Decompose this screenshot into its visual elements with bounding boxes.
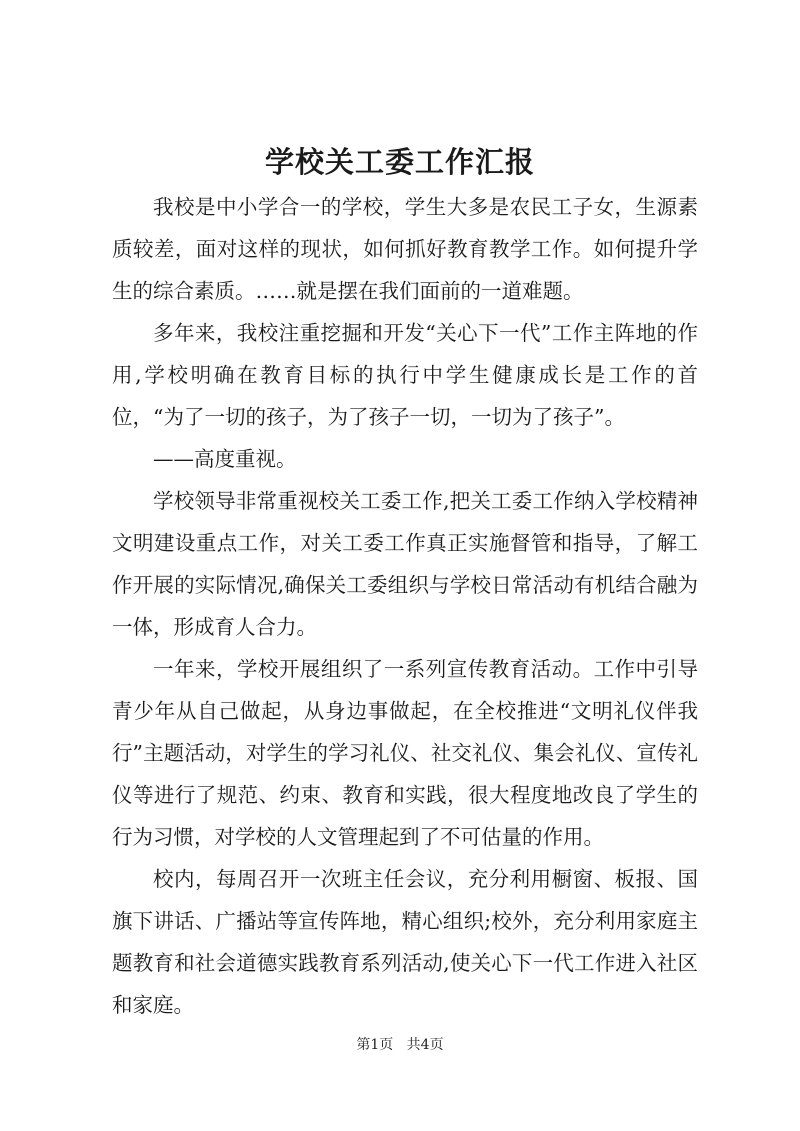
document-body bbox=[112, 186, 698, 1026]
document-title: 学校关工委工作汇报 bbox=[264, 145, 535, 179]
paragraph: 校内，每周召开一次班主任会议，充分利用橱窗、板报、国旗下讲话、广播站等宣传阵地，精心组织;校外，充分利用家庭主题教育和社会道德实践教育系列活动,使关心下一代工作进入社区和家庭。 bbox=[112, 867, 698, 1017]
paragraph: 学校领导非常重视校关工委工作,把关工委工作纳入学校精神文明建设重点工作，对关工委工作真正实施督管和指导，了解工作开展的实际情况,确保关工委组织与学校日常活动有机结合融为一体，形成育人合力。 bbox=[112, 489, 698, 639]
paragraph: 一年来，学校开展组织了一系列宣传教育活动。工作中引导青少年从自己做起，从身边事做起，在全校推进“文明礼仪伴我行”主题活动，对学生的学习礼仪、社交礼仪、集会礼仪、宣传礼仪等进行了规范、约束、教育和实践，很大程度地改良了学生的行为习惯，对学校的人文管理起到了不可估量的作用。 bbox=[112, 657, 698, 849]
page-number: 第1页 bbox=[356, 1037, 394, 1053]
section-heading: ——高度重视。 bbox=[153, 447, 297, 471]
page-footer bbox=[0, 1035, 800, 1055]
paragraph: 多年来，我校注重挖掘和开发“关心下一代”工作主阵地的作用,学校明确在教育目标的执行中学生健康成长是工作的首位，“为了一切的孩子，为了孩子一切，一切为了孩子”。 bbox=[112, 321, 698, 429]
paragraph: 我校是中小学合一的学校，学生大多是农民工子女，生源素质较差，面对这样的现状，如何抓好教育教学工作。如何提升学生的综合素质。……就是摆在我们面前的一道难题。 bbox=[112, 195, 698, 303]
page-total: 共4页 bbox=[406, 1037, 444, 1053]
